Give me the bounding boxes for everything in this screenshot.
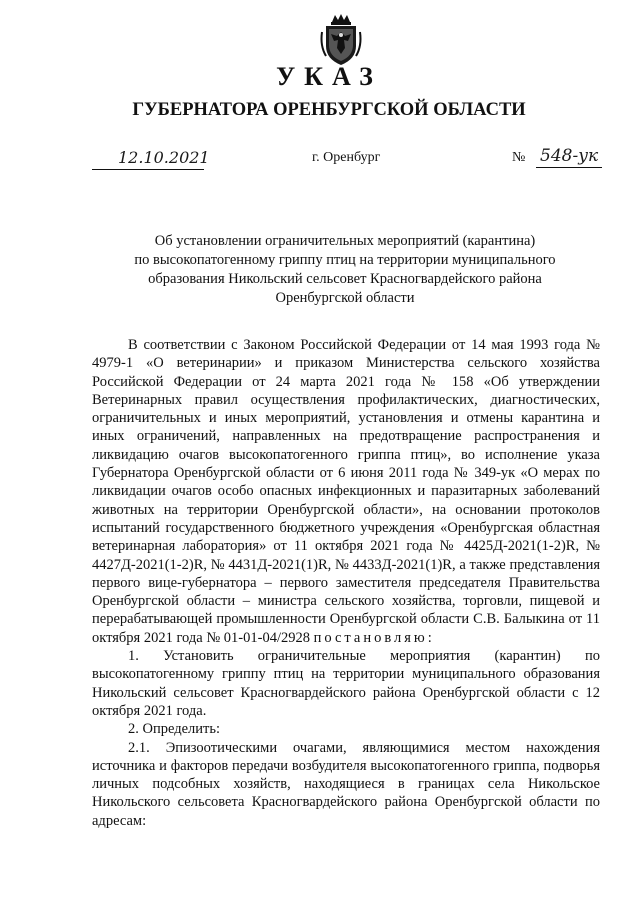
preamble-text: В соответствии с Законом Российской Федерации от 14 мая 1993 года № 4979-1 «О ветеринарии» и приказом Министерства сельского хозяйства Российской Федерации от 24 марта 2021 года № 158 «Об утверждении Ветеринарных правил осуществления профилактических, диагностических, ограничительных и иных мероприятий, установления и отмены карантина и иных ограничений, направленных на предотвращение распространения и ликвидацию очагов высокопатогенного гриппа птиц», во исполнение указа Губернатора Оренбургской области от 6 июня 2011 года № 349-ук «О мерах по ликвидации очагов особо опасных инфекционных и паразитарных заболеваний животных на территории Оренбургской области», на основании протоколов испытаний государственного бюджетного учреждения «Оренбургская областная ветеринарная лаборатория» от 11 октября 2021 года № 4425Д-2021(1-2)R, № 4427Д-2021(1-2)R, № 4431Д-2021(1)R, № 4433Д-2021(1)R, а также представления первого вице-губернатора – первого заместителя председателя Правительства Оренбургской области – министра сельского хозяйства, торговли, пищевой и перерабатывающей промышленности Оренбургской области С.В. Балыкина от 11 октября 2021 года № 01-01-04/2928 bbox=[92, 337, 600, 646]
number-field bbox=[512, 146, 602, 172]
date-value: 12.10.2021 bbox=[118, 148, 210, 167]
heading-line: образования Никольский сельсовет Красногвардейского района bbox=[148, 271, 542, 287]
decree-body bbox=[92, 336, 600, 830]
date-underline bbox=[92, 169, 204, 170]
number-value: 548-ук bbox=[540, 146, 599, 166]
document-title: УКАЗ bbox=[276, 62, 382, 91]
decree-heading bbox=[100, 232, 590, 308]
date-field bbox=[92, 148, 210, 172]
item-2-paragraph: 2. Определить: bbox=[128, 721, 221, 738]
number-sign: № bbox=[512, 150, 526, 165]
coat-of-arms-icon bbox=[318, 12, 364, 68]
decree-word: постановляю: bbox=[313, 629, 435, 646]
heading-line: Об установлении ограничительных мероприятий (карантина) bbox=[154, 233, 536, 249]
item-1-paragraph: 1. Установить ограничительные мероприятия (карантин) по высокопатогенному гриппу птиц на территории муниципального образования Никольский сельсовет Красногвардейского района Оренбургской области с 12 октября 2021 года. bbox=[92, 648, 600, 719]
item-2-1-paragraph: 2.1. Эпизоотическими очагами, являющимися местом нахождения источника и факторов передачи возбудителя высокопатогенного гриппа, подворья личных подсобных хозяйств, находящиеся в границах села Никольское Никольского сельсовета Красногвардейского района Оренбургской области по адресам: bbox=[92, 739, 600, 829]
heading-line: по высокопатогенному гриппу птиц на территории муниципального bbox=[134, 252, 556, 268]
preamble-paragraph bbox=[92, 336, 600, 647]
heading-line: Оренбургской области bbox=[275, 290, 415, 306]
number-underline bbox=[536, 167, 602, 168]
city-label: г. Оренбург bbox=[312, 150, 381, 165]
document-subtitle: ГУБЕРНАТОРА ОРЕНБУРГСКОЙ ОБЛАСТИ bbox=[132, 100, 526, 120]
